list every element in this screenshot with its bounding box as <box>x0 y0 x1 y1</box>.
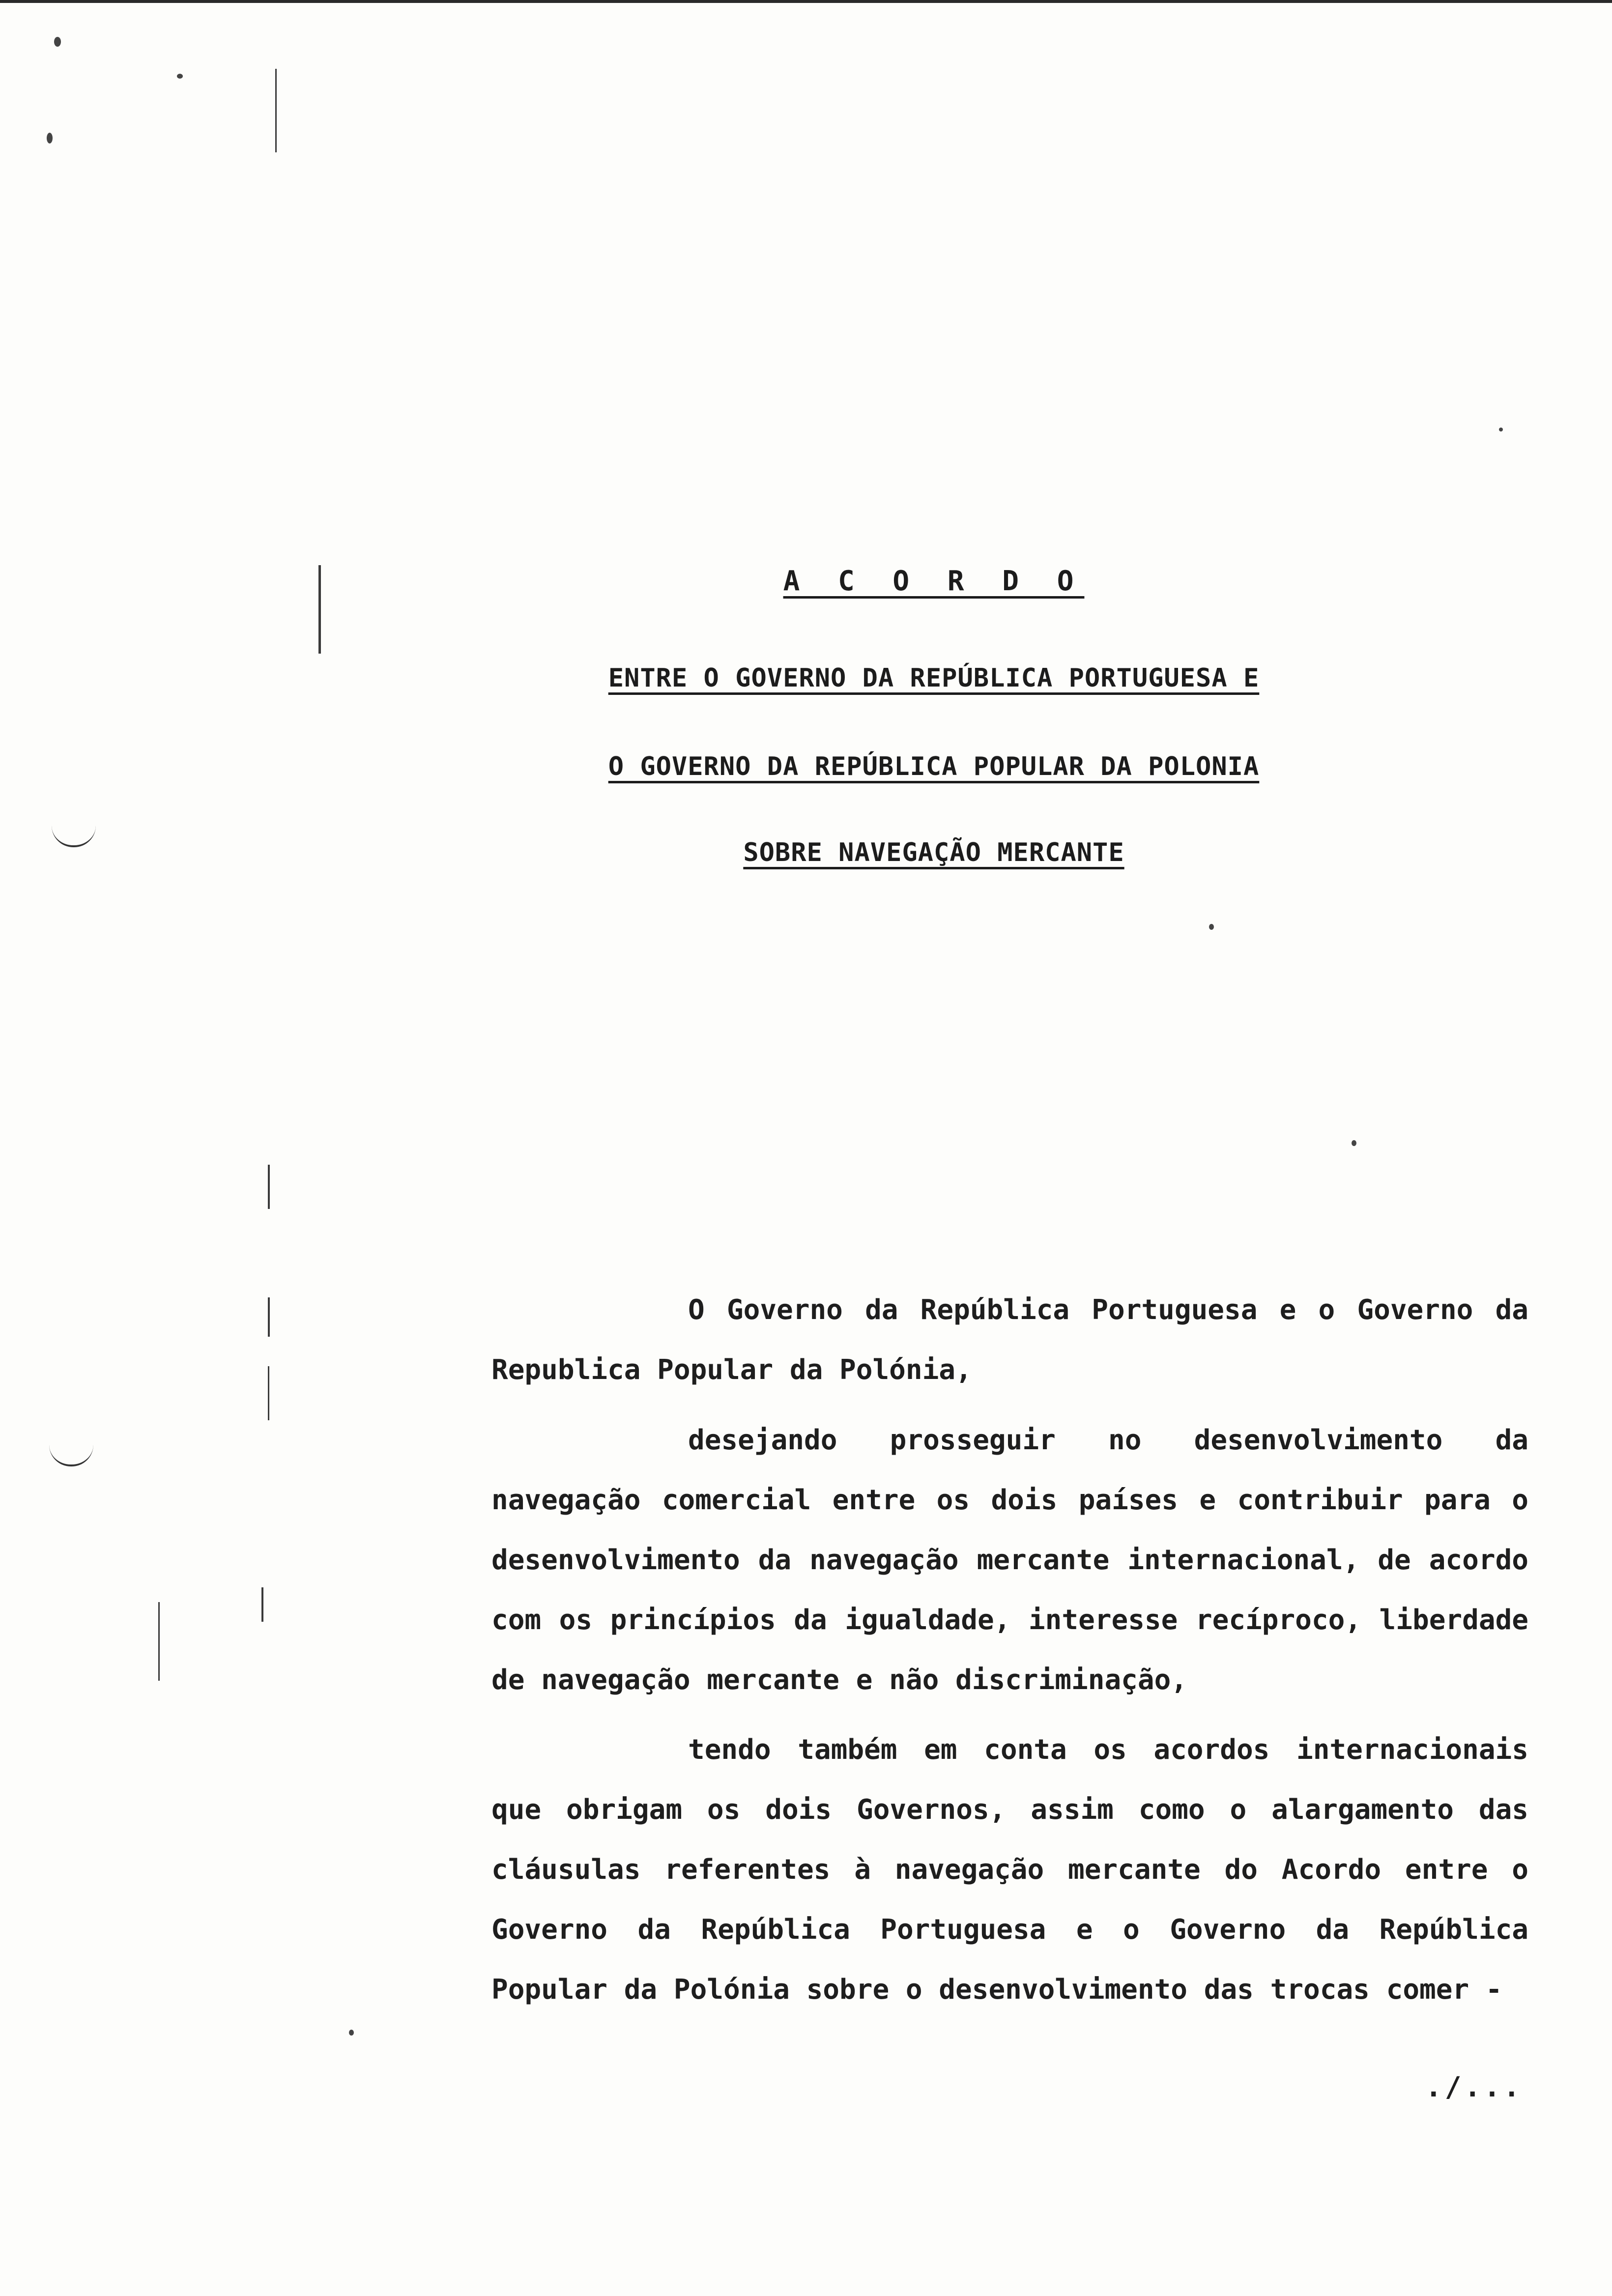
margin-mark <box>268 1165 270 1209</box>
scan-top-edge <box>0 0 1612 3</box>
scan-speck <box>1352 1140 1356 1146</box>
paragraph-considering <box>491 1720 1528 2020</box>
paragraph-desiring <box>491 1410 1528 1710</box>
paragraph-preamble <box>491 1280 1528 1400</box>
scan-speck <box>47 133 53 144</box>
punch-hole-mark <box>52 826 96 847</box>
paragraph-text: O Governo da República Portuguesa e o Governo da Republica Popular da Polónia, <box>491 1294 1528 1386</box>
document-subtitle-line-3: SOBRE NAVEGAÇÃO MERCANTE <box>743 838 1124 867</box>
margin-mark <box>268 1297 270 1337</box>
margin-mark <box>158 1602 160 1681</box>
margin-mark <box>261 1587 263 1622</box>
scan-speck <box>349 2030 354 2036</box>
scan-speck <box>54 37 61 47</box>
continuation-mark: ./... <box>1425 2071 1523 2103</box>
document-subtitle-line-2: O GOVERNO DA REPÚBLICA POPULAR DA POLONIA <box>608 752 1260 781</box>
paragraph-text: desejando prosseguir no desenvolvimento da navegação comercial entre os dois países e contribuir para o desenvolvimento da navegação mercante internacional, de acordo com os princípios da igualdade, interesse recíproco, liberdade de navegação mercante e não discriminação, <box>491 1424 1528 1696</box>
margin-mark <box>318 565 321 654</box>
scan-speck <box>1499 428 1503 431</box>
document-subtitle-line-1: ENTRE O GOVERNO DA REPÚBLICA PORTUGUESA E <box>608 663 1260 693</box>
scan-speck <box>177 74 183 79</box>
scan-speck <box>1209 924 1214 930</box>
margin-mark <box>268 1366 269 1420</box>
margin-mark <box>275 69 277 152</box>
document-title: A C O R D O <box>783 565 1085 597</box>
paragraph-text: tendo também em conta os acordos internacionais que obrigam os dois Governos, assim como o alargamento das cláusulas referentes à navegação mercante do Acordo entre o Governo da República Portuguesa e o Governo da República Popular da Polónia sobre o desenvolvimento das trocas comer - <box>491 1734 1528 2006</box>
punch-hole-mark <box>49 1445 93 1466</box>
